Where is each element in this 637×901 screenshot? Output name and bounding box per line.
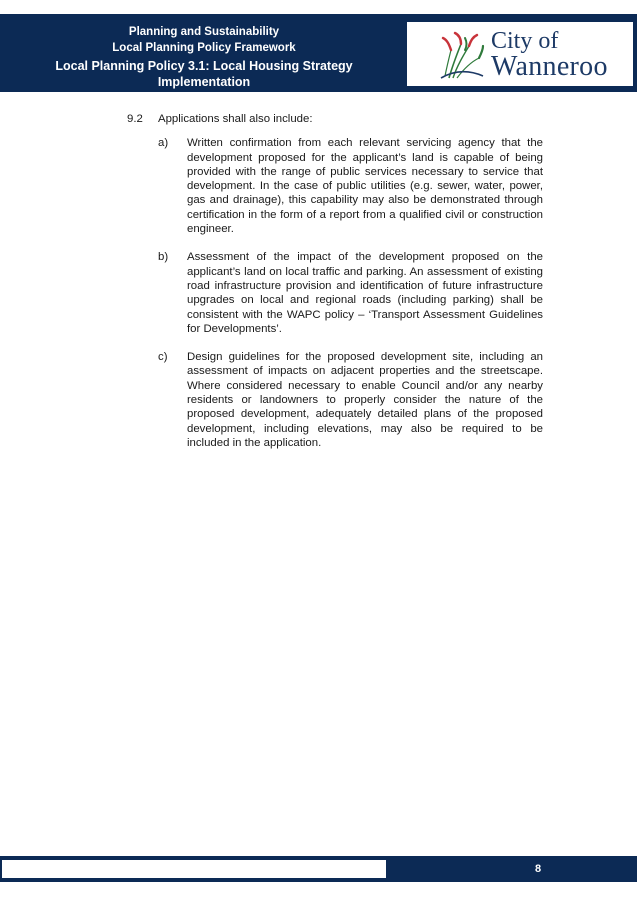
header-policy-title: Local Planning Policy 3.1: Local Housing Strategy Implementation — [55, 59, 353, 89]
section-number: 9.2 — [127, 113, 143, 125]
list-item-label: a) — [158, 137, 169, 150]
page-header — [0, 14, 637, 92]
page-number: 8 — [534, 863, 542, 875]
list-item — [158, 250, 543, 336]
list-item-text: Assessment of the impact of the development proposed on the applicant’s land on local traffic and parking. An assessment of existing road infrastructure provision and identification of future infrastructure upgrades on local and regional roads (including parking) shall be consistent with the WAPC policy – ‘Transport Assessment Guidelines for Developments’. — [187, 251, 543, 335]
list-item-text: Written confirmation from each relevant servicing agency that the development proposed for the applicant’s land is capable of being provided with the range of public services necessary to service that development. In the case of public utilities (e.g. sewer, water, power, gas and drainage), this capability may also be demonstrated through certification in the form of a report from a qualified civil or construction engineer. — [187, 137, 543, 236]
footer-bar — [2, 860, 386, 878]
list-item — [158, 136, 543, 236]
section-heading — [127, 112, 543, 126]
list-item — [158, 350, 543, 450]
logo-city-of: City of — [491, 28, 559, 54]
policy-content — [127, 112, 543, 464]
list-item-text: Design guidelines for the proposed development site, including an assessment of impacts on adjacent properties and the streetscape. Where considered necessary to enable Council and/or any nearby residents or landowners to properly consider the nature of the proposed development, adequately detailed plans of the proposed development, including elevations, may also be required to be included in the application. — [187, 351, 543, 449]
page-footer — [0, 856, 637, 882]
section-title: Applications shall also include: — [158, 113, 313, 125]
header-department: Planning and Sustainability — [128, 26, 280, 38]
kangaroo-paw-icon — [439, 30, 485, 80]
list-item-label: c) — [158, 351, 168, 364]
header-framework: Local Planning Policy Framework — [112, 42, 296, 54]
header-title-block — [8, 24, 400, 90]
logo-wanneroo: Wanneroo — [491, 51, 608, 82]
list-item-label: b) — [158, 251, 169, 264]
city-logo — [407, 22, 633, 86]
